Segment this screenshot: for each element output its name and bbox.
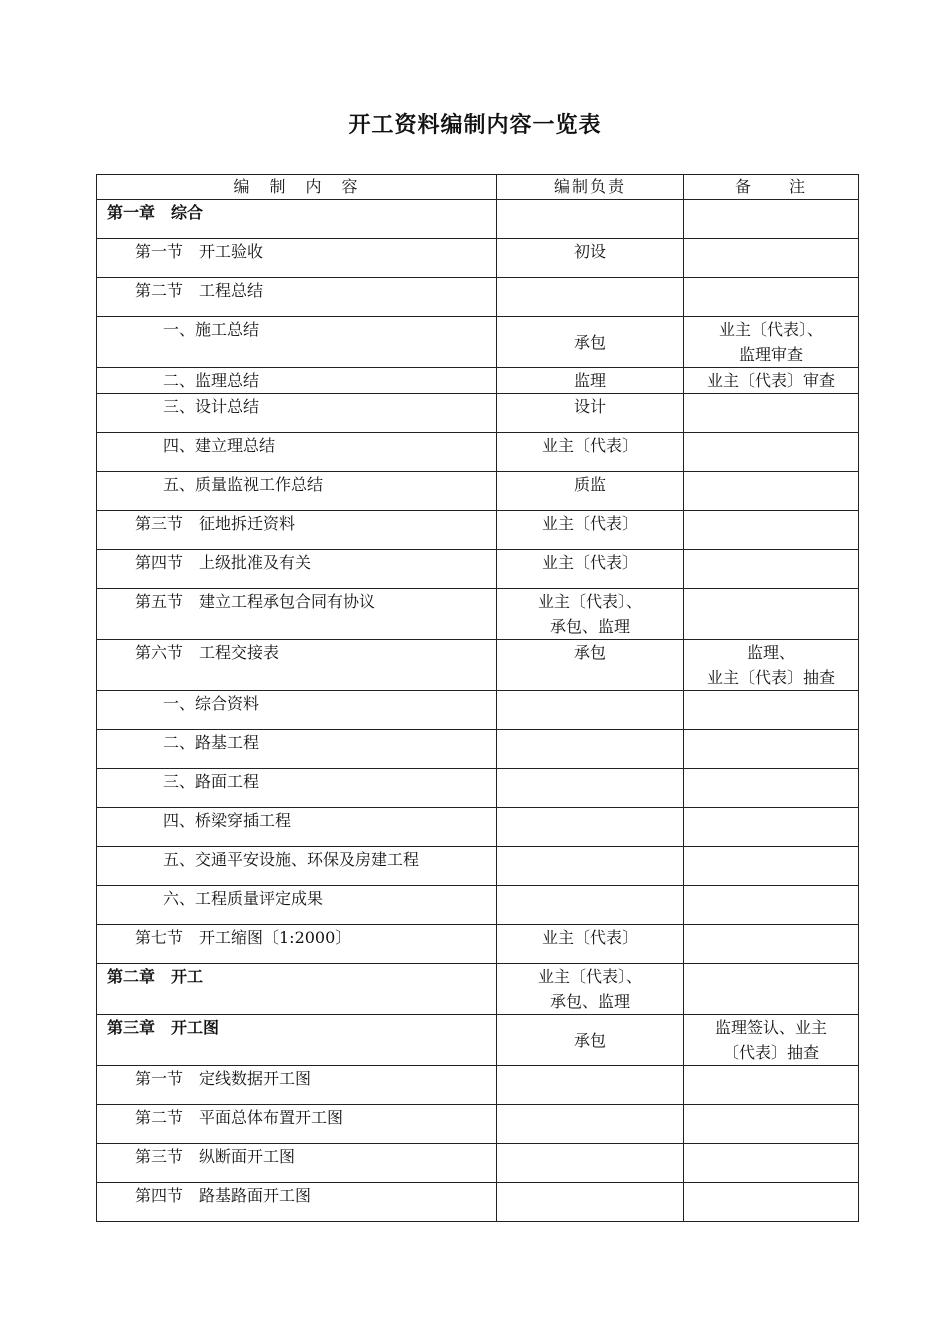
row-owner bbox=[497, 886, 684, 925]
row-content: 第二节 工程总结 bbox=[97, 278, 497, 317]
row-remark bbox=[684, 589, 859, 640]
row-remark bbox=[684, 472, 859, 511]
row-owner: 初设 bbox=[497, 239, 684, 278]
table-row bbox=[97, 278, 859, 317]
row-content: 四、建立理总结 bbox=[97, 433, 497, 472]
row-owner bbox=[497, 278, 684, 317]
row-remark bbox=[684, 200, 859, 239]
row-content: 第二节 平面总体布置开工图 bbox=[97, 1105, 497, 1144]
row-remark bbox=[684, 925, 859, 964]
table-row bbox=[97, 1144, 859, 1183]
row-content: 第七节 开工缩图〔1:2000〕 bbox=[97, 925, 497, 964]
header-content: 编 制 内 容 bbox=[97, 175, 497, 200]
row-owner bbox=[497, 1105, 684, 1144]
row-owner bbox=[497, 1066, 684, 1105]
row-owner bbox=[497, 847, 684, 886]
row-remark bbox=[684, 730, 859, 769]
table-row bbox=[97, 886, 859, 925]
row-content: 第一节 开工验收 bbox=[97, 239, 497, 278]
row-content: 三、路面工程 bbox=[97, 769, 497, 808]
row-content: 一、施工总结 bbox=[97, 317, 497, 368]
content-table bbox=[96, 174, 859, 1222]
row-content: 六、工程质量评定成果 bbox=[97, 886, 497, 925]
table-row bbox=[97, 1066, 859, 1105]
table-row bbox=[97, 1015, 859, 1066]
table-row bbox=[97, 239, 859, 278]
table-row bbox=[97, 847, 859, 886]
row-remark bbox=[684, 394, 859, 433]
row-remark bbox=[684, 511, 859, 550]
row-content: 第三节 纵断面开工图 bbox=[97, 1144, 497, 1183]
row-owner: 承包 bbox=[497, 640, 684, 691]
table-row bbox=[97, 433, 859, 472]
row-content: 五、交通平安设施、环保及房建工程 bbox=[97, 847, 497, 886]
row-owner: 业主〔代表〕 bbox=[497, 511, 684, 550]
row-owner: 质监 bbox=[497, 472, 684, 511]
table-row bbox=[97, 964, 859, 1015]
row-remark bbox=[684, 1105, 859, 1144]
row-owner bbox=[497, 1183, 684, 1222]
row-content: 第四节 路基路面开工图 bbox=[97, 1183, 497, 1222]
row-owner: 承包 bbox=[497, 317, 684, 368]
row-owner: 业主〔代表〕 bbox=[497, 433, 684, 472]
table-row bbox=[97, 691, 859, 730]
row-content: 一、综合资料 bbox=[97, 691, 497, 730]
table-row bbox=[97, 925, 859, 964]
table-row bbox=[97, 808, 859, 847]
header-owner: 编制负责 bbox=[497, 175, 684, 200]
row-content: 第六节 工程交接表 bbox=[97, 640, 497, 691]
table-row bbox=[97, 769, 859, 808]
row-owner: 监理 bbox=[497, 368, 684, 394]
row-remark: 监理、 业主〔代表〕抽查 bbox=[684, 640, 859, 691]
table-header-row bbox=[97, 175, 859, 200]
row-remark bbox=[684, 1066, 859, 1105]
row-content: 第三章 开工图 bbox=[97, 1015, 497, 1066]
row-content: 第一节 定线数据开工图 bbox=[97, 1066, 497, 1105]
table-row bbox=[97, 394, 859, 433]
row-owner bbox=[497, 730, 684, 769]
table-row bbox=[97, 368, 859, 394]
row-owner bbox=[497, 200, 684, 239]
header-remark: 备 注 bbox=[684, 175, 859, 200]
table-row bbox=[97, 550, 859, 589]
row-owner bbox=[497, 769, 684, 808]
table-row bbox=[97, 730, 859, 769]
row-remark bbox=[684, 769, 859, 808]
row-remark bbox=[684, 808, 859, 847]
row-content: 四、桥梁穿插工程 bbox=[97, 808, 497, 847]
row-remark bbox=[684, 847, 859, 886]
page-title: 开工资料编制内容一览表 bbox=[348, 113, 602, 138]
row-remark bbox=[684, 550, 859, 589]
table-row bbox=[97, 589, 859, 640]
row-content: 第二章 开工 bbox=[97, 964, 497, 1015]
row-owner bbox=[497, 691, 684, 730]
row-remark bbox=[684, 1144, 859, 1183]
table-row bbox=[97, 640, 859, 691]
row-content: 第五节 建立工程承包合同有协议 bbox=[97, 589, 497, 640]
row-remark bbox=[684, 964, 859, 1015]
row-remark bbox=[684, 1183, 859, 1222]
row-content: 第一章 综合 bbox=[97, 200, 497, 239]
row-owner: 设计 bbox=[497, 394, 684, 433]
table-row bbox=[97, 472, 859, 511]
row-content: 三、设计总结 bbox=[97, 394, 497, 433]
row-content: 二、路基工程 bbox=[97, 730, 497, 769]
row-owner bbox=[497, 808, 684, 847]
table-row bbox=[97, 511, 859, 550]
row-remark bbox=[684, 278, 859, 317]
row-remark bbox=[684, 239, 859, 278]
table-row bbox=[97, 1105, 859, 1144]
row-owner: 业主〔代表〕 bbox=[497, 550, 684, 589]
table-row bbox=[97, 200, 859, 239]
row-content: 五、质量监视工作总结 bbox=[97, 472, 497, 511]
row-content: 第四节 上级批准及有关 bbox=[97, 550, 497, 589]
table-row bbox=[97, 1183, 859, 1222]
row-remark: 业主〔代表〕审查 bbox=[684, 368, 859, 394]
row-remark bbox=[684, 433, 859, 472]
table-row bbox=[97, 317, 859, 368]
row-content: 第三节 征地拆迁资料 bbox=[97, 511, 497, 550]
row-remark bbox=[684, 886, 859, 925]
row-owner bbox=[497, 1144, 684, 1183]
row-remark: 监理签认、业主 〔代表〕抽查 bbox=[684, 1015, 859, 1066]
row-owner: 业主〔代表〕 bbox=[497, 925, 684, 964]
row-remark bbox=[684, 691, 859, 730]
row-remark: 业主〔代表〕、 监理审查 bbox=[684, 317, 859, 368]
row-content: 二、监理总结 bbox=[97, 368, 497, 394]
row-owner: 业主〔代表〕、 承包、监理 bbox=[497, 589, 684, 640]
row-owner: 承包 bbox=[497, 1015, 684, 1066]
row-owner: 业主〔代表〕、 承包、监理 bbox=[497, 964, 684, 1015]
